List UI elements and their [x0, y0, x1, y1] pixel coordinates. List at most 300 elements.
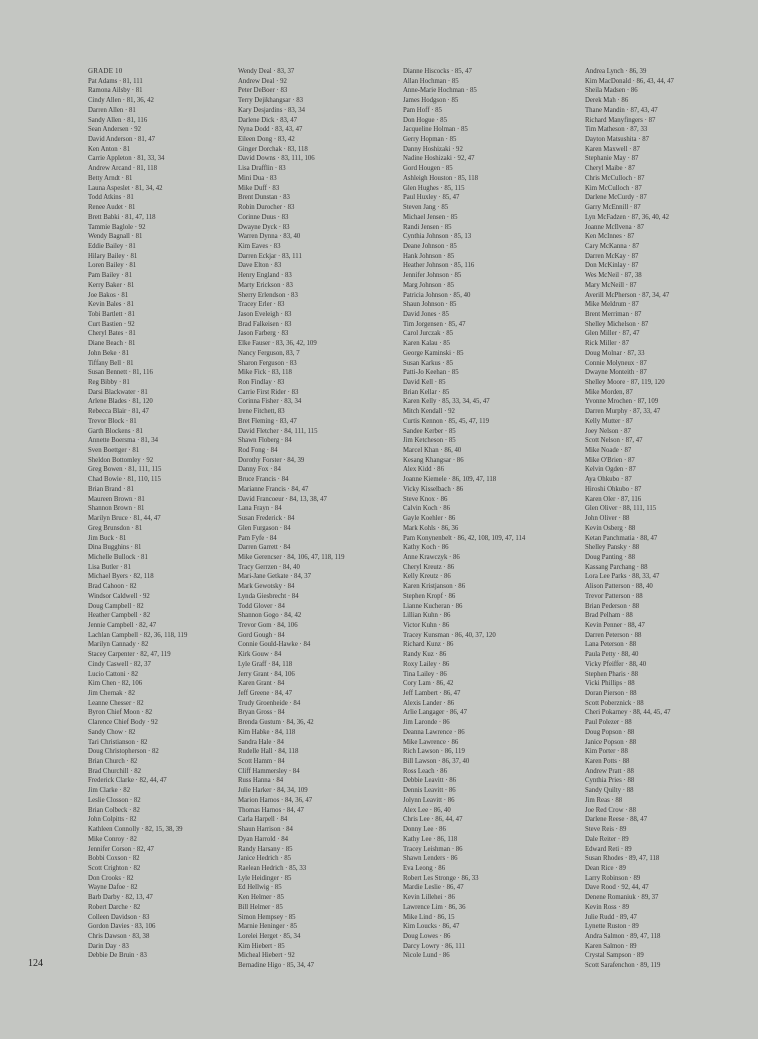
index-entry: Darren Garrett · 84 — [238, 544, 291, 552]
index-entry: Cindy Allen · 81, 36, 42 — [88, 97, 154, 105]
page-number: 124 — [28, 958, 43, 969]
index-entry: Darren McKay · 87 — [585, 252, 639, 260]
index-entry: Mike Gerencser · 84, 106, 47, 118, 119 — [238, 553, 345, 561]
index-entry: Lora Lee Parks · 88, 33, 47 — [585, 573, 660, 581]
index-entry: Dennis Leavitt · 86 — [403, 787, 456, 795]
index-entry: Deanna Lawrence · 86 — [403, 728, 465, 736]
grade-heading: GRADE 10 — [88, 67, 123, 75]
index-entry: Sandra Hale · 84 — [238, 738, 284, 746]
index-entry: Dean Rice · 89 — [585, 864, 626, 872]
index-entry: Marilyn Bruce · 81, 44, 47 — [88, 515, 161, 523]
index-entry: Tracey Leishman · 86 — [403, 845, 463, 853]
index-entry: Dale Reiter · 89 — [585, 835, 629, 843]
index-entry: Wes McNeil · 87, 38 — [585, 272, 642, 280]
index-entry: Kim Habke · 84, 118 — [238, 728, 296, 736]
index-entry: Brett Babki · 81, 47, 118 — [88, 213, 156, 221]
index-entry: Ed Hellwig · 85 — [238, 884, 282, 892]
index-entry: Calvin Koch · 86 — [403, 505, 451, 513]
index-entry: Wendy Deal · 83, 37 — [238, 68, 295, 75]
index-entry: Wayne Dafoe · 82 — [88, 884, 138, 892]
index-column-2 — [238, 67, 345, 971]
index-entry: Russ Hanna · 84 — [238, 777, 284, 785]
index-entry: Lachlan Campbell · 82, 36, 118, 119 — [88, 631, 188, 639]
index-entry: Sandy Quilty · 88 — [585, 787, 634, 795]
index-entry: Reg Bibby · 81 — [88, 379, 130, 386]
index-entry: Darlene Dick · 83, 47 — [238, 116, 298, 124]
index-entry: Scott Hamm · 84 — [238, 758, 285, 766]
index-entry: Jennifer Johnson · 85 — [403, 272, 462, 280]
index-entry: David Fletcher · 84, 111, 115 — [238, 427, 318, 435]
index-entry: Mike Meldrum · 87 — [585, 301, 639, 309]
index-entry: Byron Chief Moon · 82 — [88, 709, 153, 717]
index-entry: Colleen Davidson · 83 — [88, 913, 150, 921]
index-entry: Pam Fyfe · 84 — [238, 534, 277, 542]
index-entry: Cary McKanna · 87 — [585, 242, 640, 250]
index-entry: Shaun Harrison · 84 — [238, 826, 293, 834]
index-entry: Chris Dawson · 83, 38 — [88, 932, 150, 940]
index-entry: Kelvin Ogden · 87 — [585, 466, 636, 474]
index-entry: Mark Kohls · 86, 36 — [403, 524, 459, 532]
index-entry: David Anderson · 81, 47 — [88, 136, 156, 144]
index-entry: Aya Ohkubo · 87 — [585, 476, 632, 484]
index-entry: Andrew Pratt · 88 — [585, 767, 634, 775]
index-entry: Debbie Leavitt · 86 — [403, 777, 457, 785]
index-entry: Cynthia Johnson · 85, 13 — [403, 233, 472, 241]
index-entry: Windsor Caldwell · 92 — [88, 592, 150, 600]
index-entry: Michelle Bullock · 81 — [88, 553, 148, 561]
index-entry: Thomas Harnos · 84, 47 — [238, 806, 304, 814]
index-entry: Dayton Matsushita · 87 — [585, 136, 649, 144]
index-entry: Ginger Dorchak · 83, 118 — [238, 145, 308, 153]
index-entry: Kim Chen · 82, 106 — [88, 680, 143, 688]
index-entry: Don Crooks · 82 — [88, 874, 134, 882]
index-entry: Richard Kunz · 86 — [403, 641, 454, 649]
index-entry: Andrea Lynch · 86, 39 — [585, 68, 647, 75]
index-entry: Rebecca Blair · 81, 47 — [88, 408, 149, 416]
index-entry: Randy Harsany · 85 — [238, 845, 293, 853]
index-entry: Randy Kuz · 86 — [403, 651, 447, 659]
index-entry: Annette Boersma · 81, 34 — [88, 437, 159, 445]
index-entry: Don McKinlay · 87 — [585, 262, 639, 270]
index-entry: Michael Byers · 82, 118 — [88, 573, 154, 581]
index-entry: Vicky Kisselbach · 86 — [403, 485, 464, 493]
index-entry: Lyn McFadzen · 87, 36, 40, 42 — [585, 213, 670, 221]
index-entry: Kassang Parchang · 88 — [585, 563, 648, 571]
index-entry: Jeff Greene · 84, 47 — [238, 690, 293, 697]
index-entry: John Oliver · 88 — [585, 515, 630, 523]
index-entry: Chris McCulloch · 87 — [585, 174, 645, 182]
index-entry: Deane Johnson · 85 — [403, 242, 457, 250]
index-entry: Jennifer Corson · 82, 47 — [88, 845, 154, 853]
index-entry: Marg Johnson · 85 — [403, 281, 455, 289]
index-entry: Kim Loucks · 86, 47 — [403, 923, 460, 931]
index-entry: Danny Fox · 84 — [238, 466, 281, 474]
index-entry: Mike Lawrence · 86 — [403, 738, 459, 746]
index-entry: Robin Durocher · 83 — [238, 204, 295, 212]
index-entry: Jason Farberg · 83 — [238, 330, 289, 338]
index-entry: Brad Churchill · 82 — [88, 767, 142, 775]
index-entry: Bernadine Higo · 85, 34, 47 — [238, 962, 315, 970]
index-entry: Heather Johnson · 85, 116 — [403, 262, 475, 270]
index-entry: Darren Peterson · 88 — [585, 631, 642, 639]
index-entry: Darren Eckjar · 83, 111 — [238, 252, 302, 260]
index-entry: Allan Hochman · 85 — [403, 77, 459, 85]
index-entry: Kesang Khangsar · 86 — [403, 456, 464, 464]
index-entry: Mike Fick · 83, 118 — [238, 369, 292, 377]
index-entry: Vicky Pfeiffer · 88, 40 — [585, 660, 647, 668]
index-entry: Kim McCulloch · 87 — [585, 184, 642, 192]
index-entry: Rudelle Hall · 84, 118 — [238, 748, 299, 756]
index-entry: Joe Bakos · 81 — [88, 291, 129, 299]
index-entry: Brian Brand · 81 — [88, 485, 134, 493]
index-entry: Tracey Erler · 83 — [238, 301, 285, 309]
index-entry: Kelly Mutter · 87 — [585, 417, 633, 425]
index-entry: Diane Beach · 81 — [88, 340, 136, 348]
index-entry: Sean Andersen · 92 — [88, 126, 142, 134]
index-entry: Cheryl Kreutz · 86 — [403, 563, 455, 571]
index-entry: Tim Matheson · 87, 33 — [585, 126, 648, 134]
index-entry: Kevin Osberg · 88 — [585, 524, 636, 532]
index-entry: Raelean Hedrich · 85, 33 — [238, 864, 307, 872]
index-entry: Karen Kelly · 85, 33, 34, 45, 47 — [403, 398, 490, 406]
index-entry: Patti-Jo Keehan · 85 — [403, 369, 459, 377]
index-entry: Maureen Brown · 81 — [88, 495, 145, 503]
index-entry: Andrew Arcand · 81, 118 — [88, 165, 158, 173]
index-entry: Stephen Kropf · 86 — [403, 592, 456, 600]
index-entry: Andrew Deal · 92 — [238, 77, 287, 85]
index-entry: David Downs · 83, 111, 106 — [238, 155, 315, 163]
index-entry: Doug Panting · 88 — [585, 553, 636, 561]
index-entry: Marty Erickson · 83 — [238, 281, 293, 289]
index-entry: Andra Salmon · 89, 47, 118 — [585, 932, 661, 940]
index-entry: Ramona Ailsby · 81 — [88, 87, 143, 95]
index-entry: Alison Patterson · 88, 40 — [585, 583, 653, 591]
index-entry: Gordon Davies · 83, 106 — [88, 923, 156, 931]
index-entry: Brad Falkeisen · 83 — [238, 320, 292, 328]
index-entry: Terry Dejikhangsar · 83 — [238, 97, 304, 105]
index-entry: Paula Petty · 88, 40 — [585, 651, 639, 659]
index-entry: Greg Brunsdon · 81 — [88, 524, 143, 532]
index-entry: Brent Merriman · 87 — [585, 310, 642, 318]
index-entry: Patricia Johnson · 85, 40 — [403, 291, 471, 299]
index-entry: Henry England · 83 — [238, 272, 292, 280]
index-entry: Garry McEnnill · 87 — [585, 204, 641, 212]
index-entry: Launa Aspeslet · 81, 34, 42 — [88, 184, 163, 192]
index-entry: Hilary Bailey · 81 — [88, 252, 138, 260]
index-entry: Mike Lind · 86, 15 — [403, 913, 455, 921]
index-entry: Danny Hoshizaki · 92 — [403, 145, 463, 153]
index-entry: Steve Knox · 86 — [403, 495, 448, 503]
index-entry: Joanne McIlvena · 87 — [585, 223, 645, 231]
index-entry: Susan Rhodes · 89, 47, 118 — [585, 855, 660, 863]
index-entry: Karen Oler · 87, 116 — [585, 495, 642, 503]
index-entry: Bill Helmer · 85 — [238, 903, 283, 911]
index-entry: Corinna Fisher · 83, 34 — [238, 398, 302, 406]
index-entry: Hank Johnson · 85 — [403, 252, 455, 260]
index-entry: Trevor Block · 81 — [88, 417, 137, 425]
index-entry: David Jones · 85 — [403, 310, 449, 318]
index-entry: Shaun Johnson · 85 — [403, 301, 457, 309]
index-entry: Edward Reti · 89 — [585, 845, 632, 853]
index-entry: Kevin Penner · 88, 47 — [585, 621, 645, 629]
index-entry: Kary Desjardins · 83, 34 — [238, 106, 306, 114]
index-entry: Kathy Lee · 86, 118 — [403, 835, 458, 843]
index-entry: Arlie Langager · 86, 47 — [403, 709, 467, 717]
index-entry: Janice Popson · 88 — [585, 738, 637, 746]
index-entry: Connie Molyneux · 87 — [585, 359, 647, 367]
index-entry: Roxy Lailey · 86 — [403, 660, 450, 668]
index-entry: David Francoeur · 84, 13, 38, 47 — [238, 495, 327, 503]
index-entry: David Kell · 85 — [403, 379, 446, 386]
index-entry: Vicki Phillips · 88 — [585, 680, 635, 688]
index-entry: Shelley Moore · 87, 119, 120 — [585, 379, 665, 386]
index-entry: Jim Reas · 88 — [585, 796, 623, 804]
index-entry: Jason Eveleigh · 83 — [238, 310, 292, 318]
index-entry: Bill Lawson · 86, 37, 40 — [403, 758, 470, 766]
index-entry: Nyna Dodd · 83, 43, 47 — [238, 126, 303, 134]
index-entry: Curt Bastien · 92 — [88, 320, 135, 328]
index-entry: Ross Leach · 86 — [403, 767, 447, 775]
index-entry: Julie Rudd · 89, 47 — [585, 913, 637, 921]
index-entry: Sven Boettger · 81 — [88, 447, 140, 455]
index-entry: Peter DeBoer · 83 — [238, 87, 288, 95]
index-entry: Irene Fitchett, 83 — [238, 408, 285, 416]
index-entry: Sherry Erlendson · 83 — [238, 291, 298, 299]
index-entry: Dwayne Dyck · 83 — [238, 223, 290, 231]
index-entry: Glen Oliver · 88, 111, 115 — [585, 505, 657, 513]
index-entry: Wendy Bagnall · 81 — [88, 233, 143, 241]
index-entry: Darsi Blackwater · 81 — [88, 388, 148, 396]
index-entry: Kerry Baker · 81 — [88, 281, 135, 289]
index-entry: Scott Crighton · 82 — [88, 864, 141, 872]
index-entry: Mari-Jane Getkate · 84, 37 — [238, 573, 312, 581]
index-entry: Tammie Baglole · 92 — [88, 223, 146, 231]
index-entry: Mitch Kendall · 92 — [403, 408, 455, 416]
index-entry: Garth Blockens · 81 — [88, 427, 143, 435]
index-entry: Betty Arndt · 81 — [88, 174, 133, 182]
index-entry: Bobbi Coxson · 82 — [88, 855, 140, 863]
index-entry: Mike O'Brien · 87 — [585, 456, 635, 464]
index-entry: Renee Audet · 81 — [88, 204, 136, 212]
index-entry: Glen Miller · 87, 47 — [585, 330, 640, 338]
index-entry: Susan Karkus · 85 — [403, 359, 454, 367]
index-entry: Warren Dynna · 83, 40 — [238, 233, 301, 241]
index-entry: Stephanie May · 87 — [585, 155, 639, 163]
index-entry: Ashleigh Houston · 85, 118 — [403, 174, 479, 182]
index-entry: Karen Salmon · 89 — [585, 942, 637, 950]
index-column-1 — [88, 67, 187, 961]
index-entry: Carla Harpell · 84 — [238, 816, 288, 824]
index-entry: Kathy Koch · 86 — [403, 544, 449, 552]
index-entry: Kim Porter · 88 — [585, 748, 628, 756]
index-entry: Victor Kuhn · 86 — [403, 621, 450, 629]
index-entry: Darlene McCurdy · 87 — [585, 194, 647, 202]
index-entry: Dave Rood · 92, 44, 47 — [585, 884, 649, 892]
index-entry: Doug Molnar · 87, 33 — [585, 349, 645, 357]
index-entry: Mardie Leslie · 86, 47 — [403, 884, 464, 892]
index-entry: Gerry Hopman · 85 — [403, 136, 457, 144]
index-entry: Shelley Pansky · 88 — [585, 544, 640, 552]
index-entry: Marcel Khan · 86, 40 — [403, 447, 462, 455]
index-entry: Lillian Kuhn · 86 — [403, 612, 451, 620]
index-entry: Eddie Bailey · 81 — [88, 242, 136, 250]
index-entry: Trevor Patterson · 88 — [585, 592, 643, 600]
index-entry: Joe Red Crow · 88 — [585, 806, 636, 814]
index-entry: Todd Glover · 84 — [238, 602, 285, 610]
index-entry: Connie Gould-Hawke · 84 — [238, 641, 311, 649]
index-entry: Kirk Gouw · 84 — [238, 651, 282, 659]
index-entry: Julie Harker · 84, 34, 109 — [238, 787, 308, 795]
index-entry: Clarence Chief Body · 92 — [88, 719, 158, 727]
index-entry: Kim Hiebert · 85 — [238, 942, 285, 950]
index-entry: Scott Sarafenchon · 89, 119 — [585, 962, 661, 970]
index-entry: Debbie De Bruin · 83 — [88, 952, 147, 960]
index-entry: Tracy Gerrzen · 84, 40 — [238, 563, 300, 571]
index-entry: Joanne Kiemele · 86, 109, 47, 118 — [403, 476, 497, 484]
index-entry: Corinne Duus · 83 — [238, 213, 289, 221]
index-entry: Doran Pierson · 88 — [585, 690, 637, 697]
index-entry: Dorothy Forster · 84, 39 — [238, 456, 305, 464]
index-entry: Karen Kalau · 85 — [403, 340, 450, 348]
index-entry: Cheri Pokarney · 88, 44, 45, 47 — [585, 709, 671, 717]
index-entry: Shelley Michelson · 87 — [585, 320, 649, 328]
index-entry: Kevin Ross · 89 — [585, 903, 629, 911]
index-entry: Shawn Lenders · 86 — [403, 855, 458, 863]
index-entry: Shannon Brown · 81 — [88, 505, 145, 513]
index-entry: Jim Ketcheson · 85 — [403, 437, 456, 445]
index-entry: Doug Lowes · 86 — [403, 932, 451, 940]
index-entry: Lianne Kucheran · 86 — [403, 602, 463, 610]
index-entry: Lisa Drafflin · 83 — [238, 165, 286, 173]
index-entry: Carrie Appleton · 81, 33, 34 — [88, 155, 165, 163]
index-entry: Dianne Hiscocks · 85, 47 — [403, 68, 472, 75]
index-entry: Jolynn Leavitt · 86 — [403, 796, 455, 804]
index-entry: Lynette Ruston · 89 — [585, 923, 639, 931]
index-entry: Ketan Panchmatia · 88, 47 — [585, 534, 658, 542]
index-entry: Larry Robinson · 89 — [585, 874, 641, 882]
index-entry: Marilyn Cannady · 82 — [88, 641, 149, 649]
index-entry: Arlene Blades · 81, 120 — [88, 398, 153, 406]
index-entry: Thane Mandin · 87, 43, 47 — [585, 106, 658, 114]
index-entry: Mike Duff · 83 — [238, 184, 280, 192]
index-entry: Heather Campbell · 82 — [88, 612, 151, 620]
index-entry: Mike Morden, 87 — [585, 388, 633, 396]
index-entry: Darin Day · 83 — [88, 942, 129, 950]
index-entry: Ron Findlay · 83 — [238, 379, 285, 386]
index-entry: Shannon Gogo · 84, 42 — [238, 612, 302, 620]
index-entry: John Beke · 81 — [88, 349, 129, 357]
index-entry: Kelly Kreutz · 86 — [403, 573, 451, 581]
index-entry: Loren Bailey · 81 — [88, 262, 137, 270]
index-entry: Lana Frayn · 84 — [238, 505, 282, 513]
index-entry: Simon Hempsey · 85 — [238, 913, 296, 921]
index-entry: Tari Christianson · 82 — [88, 738, 148, 746]
index-column-4 — [585, 67, 674, 971]
index-entry: Elke Fauser · 83, 36, 42, 109 — [238, 340, 317, 348]
index-entry: Rod Fong · 84 — [238, 447, 278, 455]
index-entry: Curtis Kennon · 85, 45, 47, 119 — [403, 417, 490, 425]
index-entry: Dave Elton · 83 — [238, 262, 282, 270]
index-entry: Paul Huxley · 85, 47 — [403, 194, 460, 202]
index-entry: Darren Murphy · 87, 33, 47 — [585, 408, 661, 416]
index-entry: Derek Mah · 86 — [585, 97, 629, 105]
index-entry: Jennie Campbell · 82, 47 — [88, 621, 157, 629]
index-entry: Darren Allen · 81 — [88, 106, 136, 114]
index-entry: Crystal Sampson · 89 — [585, 952, 644, 960]
index-entry: Tina Lailey · 86 — [403, 670, 447, 678]
index-entry: Janice Hedrich · 85 — [238, 855, 292, 863]
index-entry: Jacqueline Holman · 85 — [403, 126, 468, 134]
index-entry: Doug Christopherson · 82 — [88, 748, 159, 756]
index-entry: Tracey Kunsman · 86, 40, 37, 120 — [403, 631, 496, 639]
index-entry: Trevor Gom · 84, 106 — [238, 621, 298, 629]
index-entry: Jeff Lambert · 86, 47 — [403, 690, 461, 697]
index-entry: Dwayne Monteith · 87 — [585, 369, 647, 377]
index-entry: Carol Jurczak · 85 — [403, 330, 454, 338]
index-entry: Paul Polezer · 88 — [585, 719, 632, 727]
index-entry: Lawrence Lim · 86, 36 — [403, 903, 466, 911]
index-entry: Brad Pelham · 88 — [585, 612, 633, 620]
index-entry: Trudy Groenheide · 84 — [238, 699, 301, 707]
index-entry: Gord Hougen · 85 — [403, 165, 453, 173]
index-entry: Bryan Gross · 84 — [238, 709, 285, 717]
index-entry: Averill McPherson · 87, 34, 47 — [585, 291, 670, 299]
index-entry: Yvonne Mrochen · 87, 109 — [585, 398, 659, 406]
index-entry: Lana Peterson · 88 — [585, 641, 637, 649]
index-entry: Robert Darche · 82 — [88, 903, 141, 911]
index-entry: Jim Buck · 81 — [88, 534, 127, 542]
index-entry: Scott Poberznick · 88 — [585, 699, 644, 707]
index-entry: Glen Hughes · 85, 115 — [403, 184, 465, 192]
index-entry: Marnie Heninger · 85 — [238, 923, 298, 931]
index-entry: Cynthia Pries · 88 — [585, 777, 635, 785]
index-entry: Lynda Giesbrecht · 84 — [238, 592, 299, 600]
index-entry: Cheryl Bates · 81 — [88, 330, 136, 338]
index-entry: Cory Lam · 86, 42 — [403, 680, 454, 688]
index-column-3 — [403, 67, 525, 961]
index-entry: Mike Noade · 87 — [585, 447, 632, 455]
index-entry: Lyle Heidinger · 85 — [238, 874, 292, 882]
index-entry: Doug Popson · 88 — [585, 728, 635, 736]
index-entry: Lucio Cattoni · 82 — [88, 670, 139, 678]
index-entry: Brian Kellar · 85 — [403, 388, 450, 396]
index-entry: Pam Hoff · 85 — [403, 106, 442, 114]
index-entry: Stacey Carpenter · 82, 47, 119 — [88, 651, 171, 659]
index-entry: Michael Jensen · 85 — [403, 213, 458, 221]
index-entry: Lorelei Herget · 85, 34 — [238, 932, 301, 940]
index-entry: George Kaminski · 85 — [403, 349, 464, 357]
index-entry: Karen Potts · 88 — [585, 758, 630, 766]
index-entry: Cheryl Maibe · 87 — [585, 165, 636, 173]
index-entry: Chad Bowie · 81, 110, 115 — [88, 476, 161, 484]
index-entry: Scott Nelson · 87, 47 — [585, 437, 643, 445]
index-entry: Nicole Lund · 86 — [403, 952, 450, 960]
index-entry: Karen Maxwell · 87 — [585, 145, 640, 153]
index-entry: Brian Pederson · 88 — [585, 602, 640, 610]
index-entry: John Colpitts · 82 — [88, 816, 137, 824]
index-entry: Todd Atkins · 81 — [88, 194, 134, 202]
index-entry: Micheal Hiebert · 92 — [238, 952, 295, 960]
index-entry: Lisa Butler · 81 — [88, 563, 131, 571]
index-entry: Gord Gough · 84 — [238, 631, 285, 639]
index-entry: Cindy Caswell · 82, 37 — [88, 660, 151, 668]
index-entry: Mini Dua · 83 — [238, 174, 277, 182]
index-entry: Alex Lee · 86, 40 — [403, 806, 451, 814]
index-entry: Nadine Hoshizaki · 92, 47 — [403, 155, 475, 163]
index-entry: Jim Laronde · 86 — [403, 719, 450, 727]
index-entry: Pam Konynenbelt · 86, 42, 108, 109, 47, 114 — [403, 534, 526, 542]
index-entry: Shawn Floberg · 84 — [238, 437, 292, 445]
